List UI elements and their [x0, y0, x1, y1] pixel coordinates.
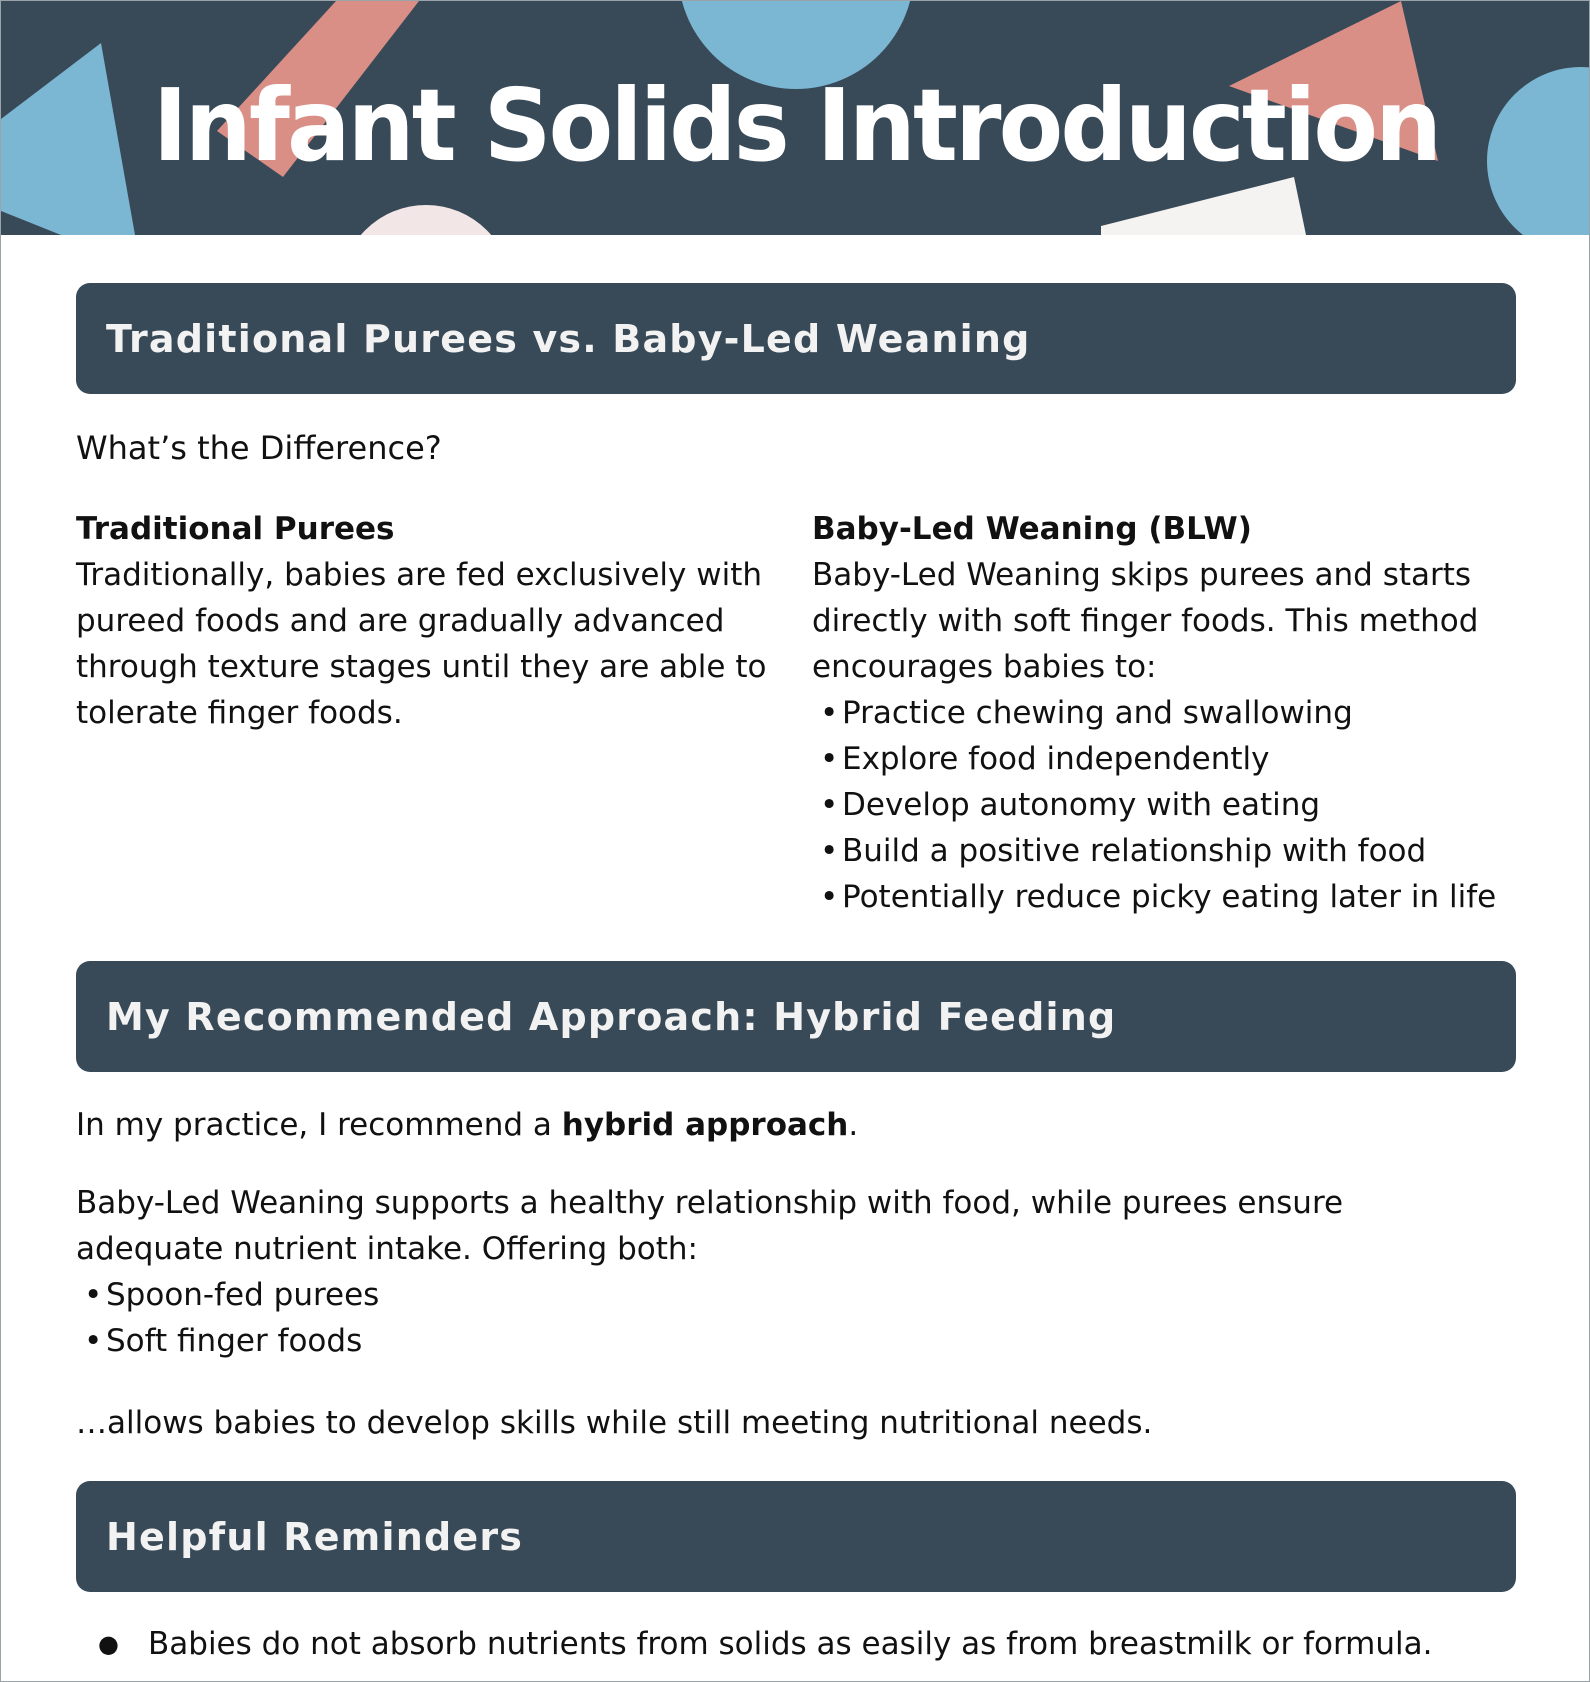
- column-title: Baby-Led Weaning (BLW): [812, 511, 1252, 547]
- hybrid-closing: …allows babies to develop skills while still meeting nutritional needs.: [76, 1405, 1153, 1441]
- section-heading: Traditional Purees vs. Baby-Led Weaning: [106, 316, 1031, 361]
- cream-quad-shape: [1101, 177, 1306, 235]
- section-header-reminders: [76, 1481, 1516, 1592]
- header-banner: [1, 1, 1590, 235]
- intro-bold: hybrid approach: [561, 1107, 849, 1143]
- traditional-purees-column: [76, 506, 796, 736]
- reminders-list: [76, 1621, 1556, 1667]
- section-heading: My Recommended Approach: Hybrid Feeding: [106, 994, 1117, 1039]
- list-item: • Spoon-fed purees: [76, 1272, 1436, 1318]
- blw-benefits-list: [812, 690, 1512, 920]
- list-item: • Soft finger foods: [76, 1318, 1436, 1364]
- hybrid-list: [76, 1272, 1436, 1364]
- hybrid-body: [76, 1180, 1436, 1364]
- list-item: • Potentially reduce picky eating later in life: [812, 874, 1512, 920]
- column-body: Baby-Led Weaning skips purees and starts directly with soft finger foods. This method encourages babies to:: [812, 557, 1479, 685]
- section-header-comparison: [76, 283, 1516, 394]
- cream-circle-shape: [340, 205, 512, 235]
- list-item: • Build a positive relationship with food: [812, 828, 1512, 874]
- list-item: ● Babies do not absorb nutrients from solids as easily as from breastmilk or formula.: [76, 1621, 1556, 1667]
- page-title: Infant Solids Introduction: [152, 67, 1440, 184]
- column-body: Traditionally, babies are fed exclusively with pureed foods and are gradually advanced through texture stages until they are able to tolerate finger foods.: [76, 557, 767, 731]
- blw-column: [812, 506, 1512, 920]
- section-header-hybrid: [76, 961, 1516, 1072]
- intro-text: In my practice, I recommend a: [76, 1107, 562, 1143]
- body-paragraph: Baby-Led Weaning supports a healthy relationship with food, while purees ensure adequate nutrient intake. Offering both:: [76, 1185, 1344, 1267]
- column-title: Traditional Purees: [76, 511, 395, 547]
- hybrid-intro: [76, 1102, 1516, 1148]
- section-heading: Helpful Reminders: [106, 1514, 524, 1559]
- reminders-content: [76, 1621, 1556, 1667]
- list-item: • Develop autonomy with eating: [812, 782, 1512, 828]
- section-subheading: What’s the Difference?: [76, 429, 442, 467]
- list-item: • Explore food independently: [812, 736, 1512, 782]
- intro-suffix: .: [848, 1107, 859, 1143]
- list-item: • Practice chewing and swallowing: [812, 690, 1512, 736]
